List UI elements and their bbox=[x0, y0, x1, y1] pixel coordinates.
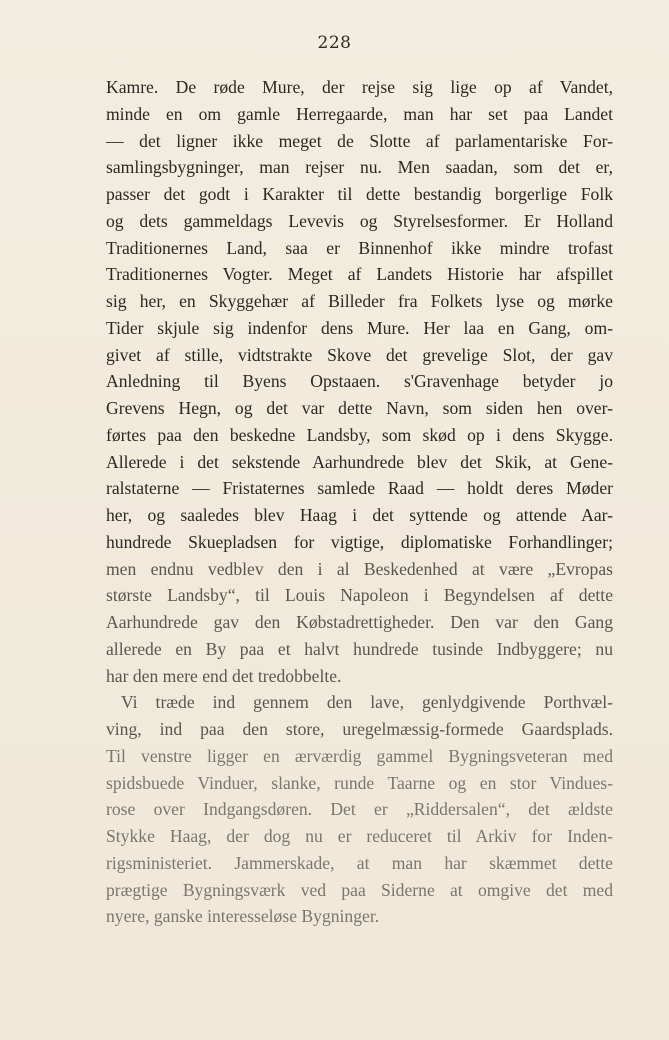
text-line: her, og saaledes blev Haag i det syttende og attende Aar- bbox=[106, 505, 613, 525]
text-line: passer det godt i Karakter til dette bestandig borgerlige Folk bbox=[106, 184, 613, 204]
text-line: rigsministeriet. Jammerskade, at man har skæmmet dette bbox=[106, 852, 613, 873]
text-line: Allerede i det sekstende Aarhundrede blev det Skik, at Gene- bbox=[106, 451, 613, 472]
text-line: hundrede Skuepladsen for vigtige, diplomatiske Forhandlinger; bbox=[106, 531, 613, 552]
body-text bbox=[106, 74, 613, 930]
text-line: nyere, ganske interesseløse Bygninger. bbox=[106, 906, 380, 927]
text-line: Kamre. De røde Mure, der rejse sig lige op af Vandet, bbox=[106, 77, 613, 97]
text-line: Traditionernes Land, saa er Binnenhof ikke mindre trofast bbox=[106, 237, 613, 258]
paragraph-2 bbox=[106, 689, 613, 930]
text-line: største Landsby“, til Louis Napoleon i Begyndelsen af dette bbox=[106, 585, 613, 606]
text-line: prægtige Bygningsværk ved paa Siderne at omgive det med bbox=[106, 879, 613, 900]
page-number: 228 bbox=[317, 33, 352, 53]
text-line: — det ligner ikke meget de Slotte af parlamentariske For- bbox=[106, 130, 613, 151]
text-line: ralstaterne — Fristaternes samlede Raad — holdt deres Møder bbox=[106, 478, 613, 499]
text-line: Grevens Hegn, og det var dette Navn, som siden hen over- bbox=[106, 398, 613, 418]
text-line: allerede en By paa et halvt hundrede tusinde Indbyggere; nu bbox=[106, 638, 613, 659]
text-line: Til venstre ligger en ærværdig gammel Bygningsveteran med bbox=[106, 745, 613, 766]
text-line: Aarhundrede gav den Købstadrettigheder. Den var den Gang bbox=[106, 612, 613, 632]
paragraph-1 bbox=[106, 74, 613, 689]
text-line: samlingsbygninger, man rejser nu. Men saadan, som det er, bbox=[106, 157, 613, 178]
text-line: førtes paa den beskedne Landsby, som skød op i dens Skygge. bbox=[106, 424, 613, 445]
text-line: Vi træde ind gennem den lave, genlydgivende Porthvæl- bbox=[121, 692, 613, 713]
text-line: spidsbuede Vinduer, slanke, runde Taarne og en stor Vindues- bbox=[106, 772, 613, 793]
text-line: sig her, en Skyggehær af Billeder fra Folkets lyse og mørke bbox=[106, 291, 613, 311]
text-line: Anledning til Byens Opstaaen. s'Gravenhage betyder jo bbox=[106, 371, 613, 392]
text-line: givet af stille, vidtstrakte Skove det grevelige Slot, der gav bbox=[106, 344, 613, 365]
text-line: rose over Indgangsdøren. Det er „Riddersalen“, det ældste bbox=[106, 799, 613, 820]
text-line: Tider skjule sig indenfor dens Mure. Her laa en Gang, om- bbox=[106, 317, 613, 338]
text-line: ving, ind paa den store, uregelmæssig-formede Gaardsplads. bbox=[106, 719, 613, 739]
text-line: har den mere end det tredobbelte. bbox=[106, 665, 342, 686]
text-line: minde en om gamle Herregaarde, man har set paa Landet bbox=[106, 103, 613, 124]
text-line: Traditionernes Vogter. Meget af Landets Historie har afspillet bbox=[106, 264, 613, 285]
text-line: og dets gammeldags Levevis og Styrelsesformer. Er Holland bbox=[106, 210, 613, 231]
text-line: Stykke Haag, der dog nu er reduceret til Arkiv for Inden- bbox=[106, 826, 613, 846]
text-line: men endnu vedblev den i al Beskedenhed at være „Evropas bbox=[106, 558, 613, 579]
